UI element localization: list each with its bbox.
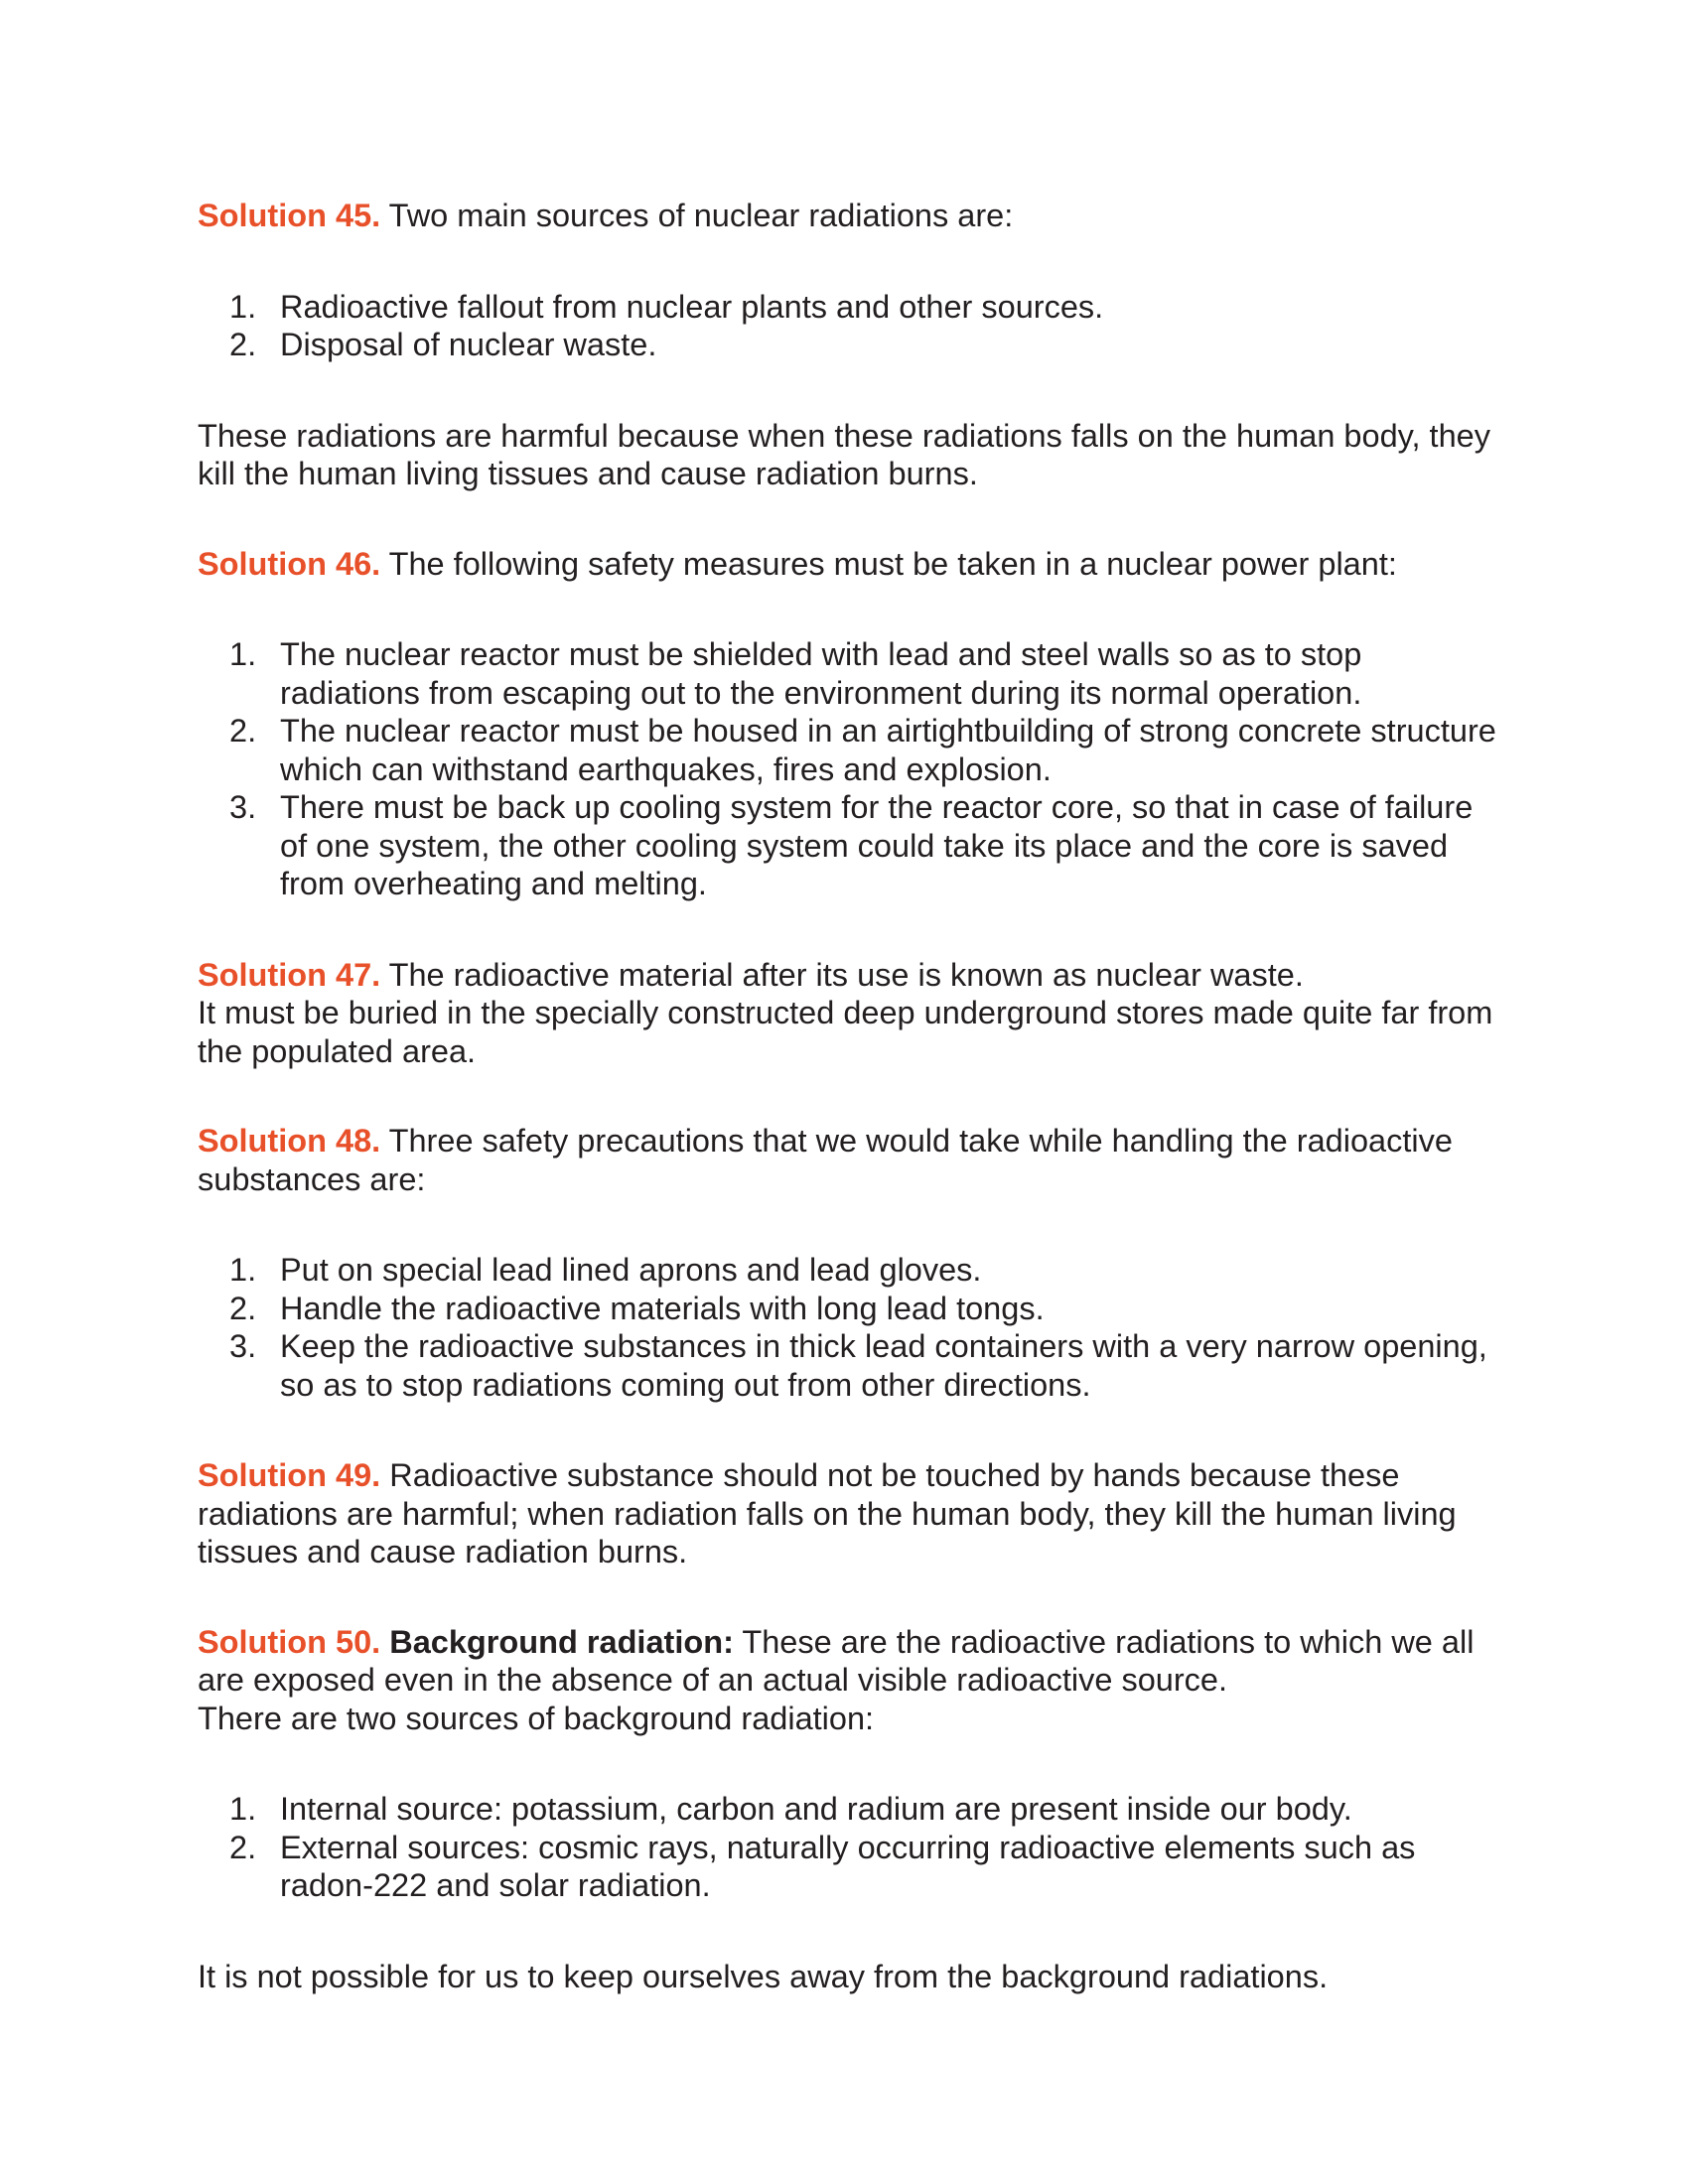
solution-50-list [198, 1790, 1508, 1905]
list-item: 2. External sources: cosmic rays, naturally occurring radioactive elements such as radon-222 and solar radiation. [229, 1829, 1416, 1903]
list-item: 1. Put on special lead lined aprons and lead gloves. [229, 1252, 982, 1288]
solution-45-list [198, 288, 1508, 364]
solution-45 [198, 197, 1508, 493]
solution-48 [198, 1122, 1508, 1404]
list-item: 2. The nuclear reactor must be housed in an airtightbuilding of strong concrete structure which can withstand earthquakes, fires and explosion. [229, 713, 1496, 787]
solution-47-detail: It must be buried in the specially constructed deep underground stores made quite far from the populated area. [198, 995, 1493, 1069]
solution-46-list [198, 635, 1508, 903]
term-heading: Background radiation: [380, 1623, 734, 1660]
list-item: 3. There must be back up cooling system for the reactor core, so that in case of failure of one system, the other cooling system could take its place and the core is saved from overheating and melting. [229, 789, 1474, 901]
list-item: 2. Handle the radioactive materials with long lead tongs. [229, 1290, 1045, 1326]
solution-label: Solution 49. [198, 1457, 381, 1493]
solution-50-subintro: There are two sources of background radiation: [198, 1700, 875, 1736]
solution-48-intro: Solution 48. Three safety precautions that we would take while handling the radioactive substances are: [198, 1123, 1453, 1197]
solution-45-conclusion: These radiations are harmful because when these radiations falls on the human body, they kill the human living tissues and cause radiation burns. [198, 417, 1490, 491]
solution-50-intro: Solution 50. Background radiation: These are the radioactive radiations to which we all are exposed even in the absence of an actual visible radioactive source. [198, 1623, 1475, 1698]
list-item: 1. Internal source: potassium, carbon and radium are present inside our body. [229, 1791, 1352, 1827]
solution-49-text: Solution 49. Radioactive substance should not be touched by hands because these radiations are harmful; when radiation falls on the human body, they kill the human living tissues and cause radiation burns. [198, 1457, 1457, 1570]
solution-label: Solution 48. [198, 1123, 381, 1159]
document-page [198, 197, 1508, 1995]
solution-label: Solution 50. [198, 1623, 381, 1660]
solution-49 [198, 1456, 1508, 1571]
solution-label: Solution 46. [198, 545, 381, 582]
solution-46 [198, 545, 1508, 903]
solution-47-intro: Solution 47. The radioactive material after its use is known as nuclear waste. [198, 956, 1304, 993]
solution-50 [198, 1623, 1508, 1996]
solution-45-intro: Solution 45. Two main sources of nuclear radiations are: [198, 198, 1014, 233]
solution-50-conclusion: It is not possible for us to keep ourselves away from the background radiations. [198, 1958, 1329, 1994]
solution-48-list [198, 1251, 1508, 1404]
solution-label: Solution 47. [198, 956, 381, 993]
list-item: 2. Disposal of nuclear waste. [229, 327, 657, 362]
list-item: 1. The nuclear reactor must be shielded with lead and steel walls so as to stop radiations from escaping out to the environment during its normal operation. [229, 636, 1362, 711]
solution-label: Solution 45. [198, 198, 381, 233]
solution-46-intro: Solution 46. The following safety measures must be taken in a nuclear power plant: [198, 545, 1397, 582]
list-item: 1. Radioactive fallout from nuclear plants and other sources. [229, 288, 1104, 325]
solution-47 [198, 956, 1508, 1071]
list-item: 3. Keep the radioactive substances in thick lead containers with a very narrow opening, so as to stop radiations coming out from other directions. [229, 1328, 1487, 1403]
